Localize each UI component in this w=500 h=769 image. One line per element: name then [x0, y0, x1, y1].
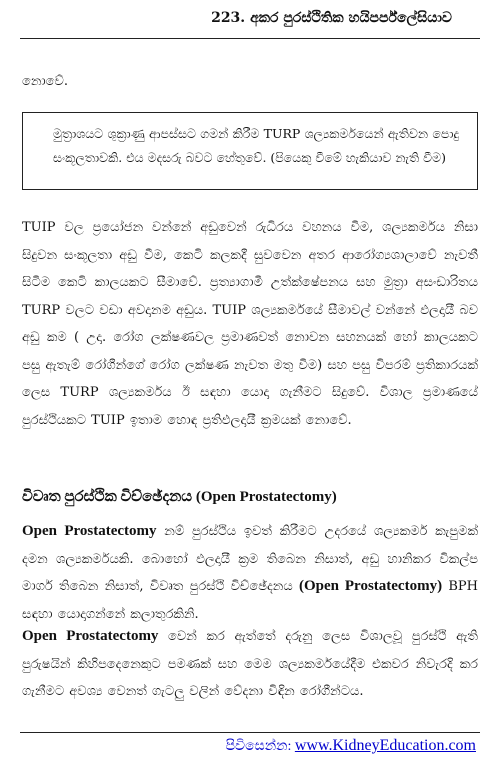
note-box [22, 112, 478, 190]
p2-text: වෙන් කර ඇත්තේ දරුනු ලෙස විශාලවූ පුරස්ථි ඇති පුරුෂයින් කිහිපදෙනෙකුට පමණක් සහ මෙම ශල්‍යකර්මයේදීම එකවර නිවැරදි කර ගැනීමට අවශ්‍ය වෙනත් ගැටලු වලින් වේදනා විඳින රෝගීන්ටය. [22, 629, 478, 699]
p1-end: BPH සඳහා යොදාගන්නේ කලාතුරකිනි. [22, 579, 479, 622]
term-open-prostatectomy-3: Open Prostatectomy [22, 628, 159, 644]
term-open-prostatectomy: Open Prostatectomy [22, 523, 157, 539]
page-number: 223. [211, 10, 246, 26]
term-open-prostatectomy-2: (Open Prostatectomy) [298, 578, 443, 594]
tuip-paragraph: TUIP වල ප්‍රයෝජන වන්නේ අඩුවෙන් රුධිරය වහනය වීම, ශල්‍යකර්මය නිසා සිදුවන සංකූලතා අඩු වීම, කෙටි කලකදී සුවවෙන අතර ආරෝග්‍යශාලාවේ නැවතී සිටීම කෙටි කාලයකට සීමාවේ. ප්‍රත්‍යාගාමී උත්ක්ෂේපනය සහ මුත්‍රා අසංඩාරිතය TURP වලට වඩා අවදානම අඩුය. TUIP ශල්‍යකර්මයේ සීමාවල් වන්නේ ඵලදායී බව අඩු කම ( උදා. රෝග ලක්ෂණවල ප්‍රමාණවත් නොවන සහනයක් හෝ කාලයකට පසු ඇතැම් රෝගීන්ගේ රෝග ලක්ෂණ නැවත මතු වීම) සහ පසු විපරම් ප්‍රතිකාරයක් ලෙස TURP ශල්‍යකර්මය ඊ සඳහා යොදා ගැනීමට සිදුවේ. විශාල ප්‍රමාණයේ පුරස්ථියකට TUIP ඉතාම හොඳ ප්‍රතිඵලදායී ක්‍රමයක් නොවේ. [22, 220, 478, 428]
open-prostatectomy-paragraph-2 [22, 623, 478, 706]
intro-fragment: නොවේ. [22, 74, 69, 89]
footer-label: පිවිසෙන්න: [225, 739, 292, 754]
section-heading-si: විවෘත පුරස්ථික විච්ඡේදනය [22, 489, 193, 505]
note-box-text: මුත්‍රාශයට ශුක්‍රාණු ආපස්සට ගමන් කිරීම TURP ශල්‍යකර්මයෙන් ඇතිවන පොදු සංකූලතාවකි. එය මදසරු බවට හේතුවේ. (පියෙකු වීමේ හැකියාව නැති වීම) [53, 126, 459, 165]
header-divider [20, 38, 480, 39]
chapter-title: අකර පුරස්ථිතික හයිපර්ප්ලේසියාව [250, 10, 452, 26]
website-link[interactable]: www.KidneyEducation.com [294, 737, 476, 754]
footer-divider [20, 732, 480, 733]
section-heading-en: (Open Prostatectomy) [195, 489, 337, 505]
page-header [0, 8, 500, 28]
section-heading [22, 486, 478, 508]
open-prostatectomy-paragraph-1 [22, 518, 478, 628]
p1-text: නම් පුරස්ථිය ඉවත් කිරීමට උදරයේ ශල්‍යකර්ම කැපුමක් දමන ශල්‍යකර්මයකි. බොහෝ ඵලදායී ක්‍රම තිබෙන නිසාත්, අඩු හානිකර විකල්ප මාර්ග තිබෙන නිසාත්, විවෘත පුරස්ථි විච්ඡේදනය [22, 524, 478, 594]
page-footer [226, 736, 476, 757]
